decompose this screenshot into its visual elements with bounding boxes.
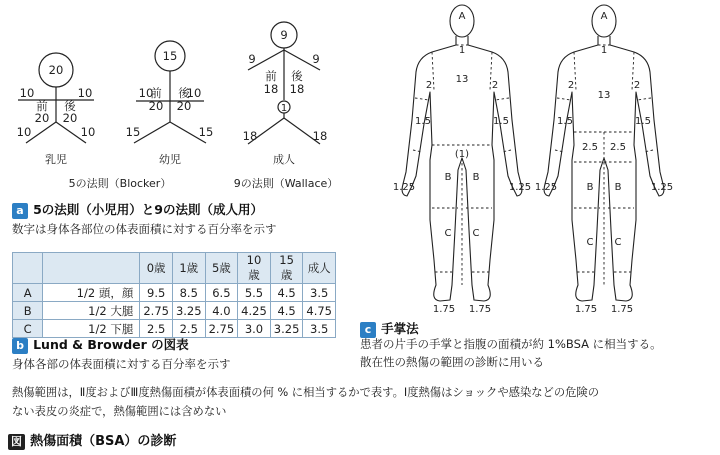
adult-arm-r: 9 [312,52,320,66]
figure-title: 熱傷面積（BSA）の診断 [30,434,177,449]
figure-caption [8,430,176,450]
back-label-forearm-r: 1.5 [635,116,651,127]
table-header-row [13,253,336,284]
wallace-caption: 9の法則（Wallace） [233,177,339,190]
adult-pubis: 1 [280,103,288,114]
table-cell: 3.5 [303,284,336,302]
table-header-cell: 10歳 [238,253,271,284]
table-row-region: 1/2 大腿 [43,302,140,320]
table-cell: 5.5 [238,284,271,302]
section-c-heading [360,318,419,338]
back-label-upper-arm-l: 2 [567,80,575,91]
table-cell: 2.75 [205,320,238,338]
adult-leg-l: 18 [242,129,258,143]
table-header-cell: 成人 [303,253,336,284]
back-label-neck: 1 [600,45,608,56]
table-cell: 2.75 [140,302,173,320]
adult-caption: 成人 [273,153,295,166]
adult-back-val: 18 [289,82,305,96]
table-cell: 3.25 [270,320,303,338]
table-header-cell: 15歳 [270,253,303,284]
table-row-region: 1/2 頭，顔 [43,284,140,302]
back-label-forearm-l: 1.5 [557,116,573,127]
front-label-leg-r: C [472,228,480,239]
infant-arm-r: 10 [77,86,93,100]
table-row-region: 1/2 下腿 [43,320,140,338]
child-head: 15 [162,49,178,63]
table-cell: 4.5 [270,302,303,320]
child-leg-r: 15 [198,125,214,139]
front-label-chest: 13 [455,74,469,85]
section-a-heading [12,199,263,219]
adult-back: 後 [291,69,303,83]
front-label-foot-l: 1.75 [432,304,456,315]
table-cell: 4.25 [238,302,271,320]
front-label-leg-l: C [444,228,452,239]
section-b-badge: b [12,338,28,354]
section-a-note: 数字は身体各部位の体表面積に対する百分率を示す [12,222,277,236]
table-cell: 2.5 [140,320,173,338]
table-row-key: C [13,320,43,338]
child-arm-r: 10 [186,86,202,100]
adult-front-val: 18 [263,82,279,96]
infant-leg-l: 10 [16,125,32,139]
back-label-upper-arm-r: 2 [633,80,641,91]
back-label-a: A [600,11,608,22]
adult-arm-l: 9 [248,52,256,66]
table-header-cell: 1歳 [172,253,205,284]
table-cell: 2.5 [172,320,205,338]
child-leg-l: 15 [125,125,141,139]
child-front: 前 [150,86,162,100]
table-row-key: B [13,302,43,320]
front-label-a: A [458,11,466,22]
adult-head: 9 [280,28,288,42]
front-label-forearm-l: 1.5 [415,116,431,127]
front-label-hand-r: 1.25 [508,182,532,193]
front-label-neck: 1 [458,45,466,56]
blocker-caption: 5の法則（Blocker） [68,177,172,190]
front-label-foot-r: 1.75 [468,304,492,315]
table-cell: 4.0 [205,302,238,320]
infant-leg-r: 10 [80,125,96,139]
back-label-thigh-r: B [614,182,622,193]
infant-front-val: 20 [34,111,50,125]
back-label-leg-r: C [614,237,622,248]
back-label-thigh-l: B [586,182,594,193]
table-header-cell: 5歳 [205,253,238,284]
table-header-cell: 0歳 [140,253,173,284]
adult-front: 前 [265,69,277,83]
back-label-butt-r: 2.5 [610,142,626,153]
table-row [13,302,336,320]
front-label-upper-arm-r: 2 [491,80,499,91]
table-cell: 8.5 [172,284,205,302]
table-cell: 4.75 [303,302,336,320]
back-label-back: 13 [597,90,611,101]
child-back-val: 20 [176,99,192,113]
back-label-leg-l: C [586,237,594,248]
infant-back: 後 [64,99,76,113]
child-back: 後 [178,86,190,100]
front-label-thigh-r: B [472,172,480,183]
table-row [13,284,336,302]
front-label-hand-l: 1.25 [392,182,416,193]
section-a-title: 5の法則（小児用）と9の法則（成人用） [33,202,263,217]
section-b-note: 身体各部の体表面積に対する百分率を示す [12,357,231,371]
body-outlines [372,0,720,318]
infant-caption: 乳児 [45,153,67,166]
section-b-heading [12,334,189,354]
section-c-line2: 散在性の熱傷の範囲の診断に用いる [360,355,544,369]
table-cell: 9.5 [140,284,173,302]
child-front-val: 20 [148,99,164,113]
back-label-butt-l: 2.5 [582,142,598,153]
section-c-title: 手掌法 [381,321,419,336]
table-row-key: A [13,284,43,302]
infant-back-val: 20 [62,111,78,125]
figure-label: 図 [8,434,25,450]
child-arm-l: 10 [138,86,154,100]
adult-leg-r: 18 [312,129,328,143]
back-label-foot-l: 1.75 [574,304,598,315]
front-label-forearm-r: 1.5 [493,116,509,127]
paragraph-line1: 熱傷範囲は，Ⅱ度およびⅢ度熱傷面積が体表面積の何 % に相当するかで表す。Ⅰ度熱傷はショックや感染などの危険の [12,386,600,399]
infant-head: 20 [48,63,64,77]
section-c-line1: 患者の片手の手掌と指腹の面積が約 1%BSA に相当する。 [360,337,662,351]
section-b-title: Lund & Browder の図表 [33,337,189,352]
front-label-genital: (1) [454,149,470,160]
lund-browder-table [12,252,336,338]
table-cell: 3.0 [238,320,271,338]
table-cell: 3.5 [303,320,336,338]
back-label-hand-r: 1.25 [650,182,674,193]
section-c-badge: c [360,322,376,338]
back-label-hand-l: 1.25 [534,182,558,193]
paragraph-line2: ない表皮の炎症で，熱傷範囲には含めない [12,405,227,418]
stick-figures [0,0,350,195]
table-cell: 4.5 [270,284,303,302]
table-cell: 6.5 [205,284,238,302]
back-label-foot-r: 1.75 [610,304,634,315]
section-a-badge: a [12,203,28,219]
child-caption: 幼児 [159,153,181,166]
infant-front: 前 [36,99,48,113]
front-label-upper-arm-l: 2 [425,80,433,91]
infant-arm-l: 10 [19,86,35,100]
front-label-thigh-l: B [444,172,452,183]
table-cell: 3.25 [172,302,205,320]
